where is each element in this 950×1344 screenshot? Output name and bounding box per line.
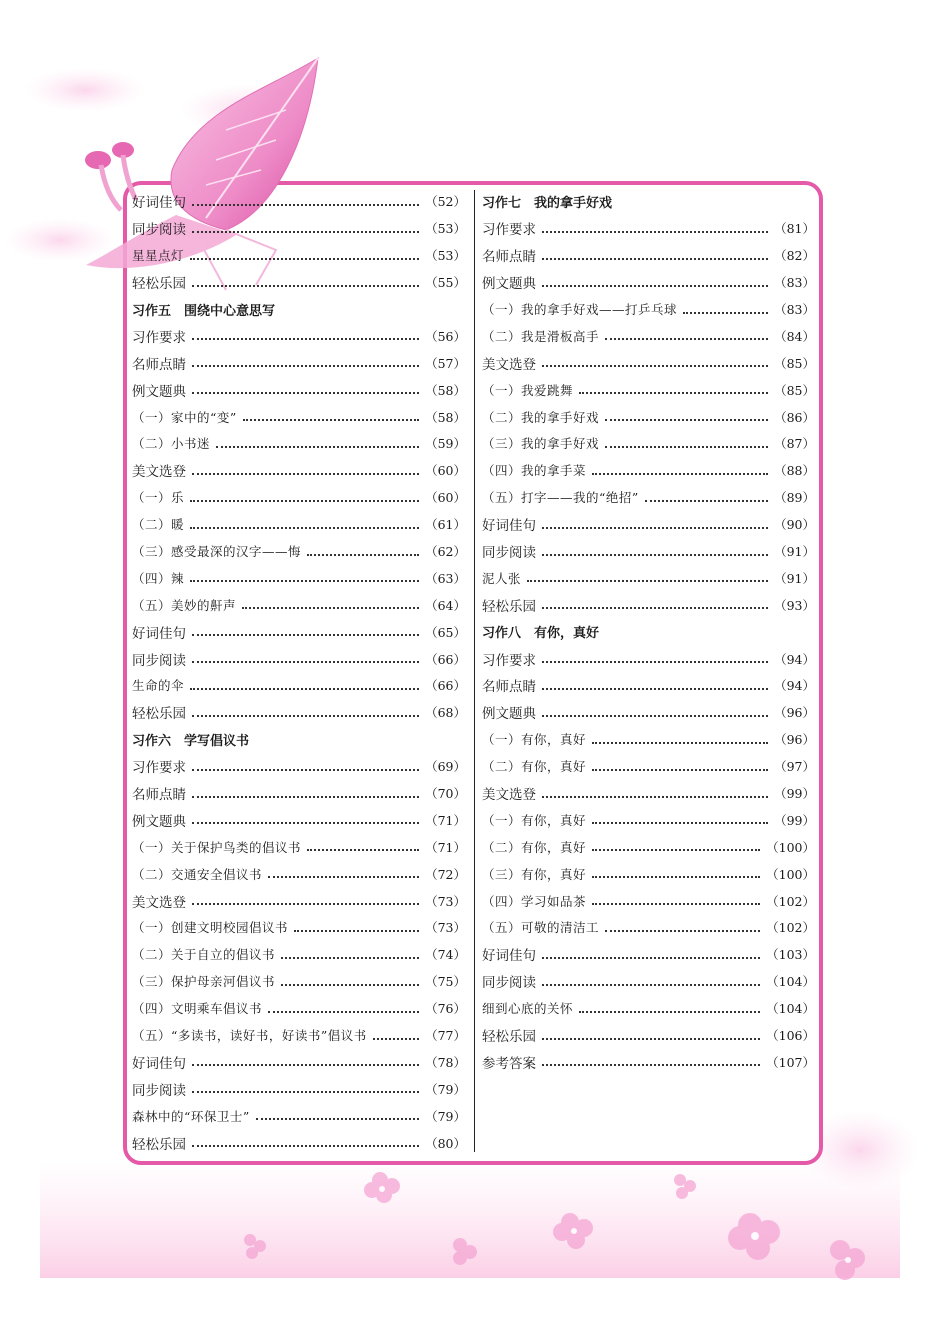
toc-page-number: （71） bbox=[425, 839, 466, 855]
toc-entry-title: 美文选登 bbox=[132, 894, 186, 911]
toc-page-number: （53） bbox=[425, 221, 466, 237]
dot-leader bbox=[192, 768, 419, 771]
toc-left-column bbox=[132, 188, 466, 1156]
toc-entry bbox=[482, 242, 815, 269]
toc-entry bbox=[482, 887, 815, 914]
dot-leader bbox=[192, 902, 419, 905]
toc-entry bbox=[132, 833, 466, 860]
toc-page-number: （88） bbox=[774, 463, 815, 479]
dot-leader bbox=[192, 714, 419, 717]
toc-entry bbox=[132, 887, 466, 914]
toc-entry-title: 轻松乐园 bbox=[482, 1029, 536, 1046]
toc-page-number: （53） bbox=[425, 248, 466, 264]
toc-entry-title: 美文选登 bbox=[132, 464, 186, 481]
toc-entry bbox=[482, 591, 815, 618]
column-divider bbox=[474, 190, 475, 1152]
dot-leader bbox=[605, 929, 760, 932]
toc-page-number: （74） bbox=[425, 947, 466, 963]
toc-entry bbox=[132, 780, 466, 807]
dot-leader bbox=[243, 418, 419, 421]
toc-entry-title: （一）家中的“变” bbox=[132, 409, 237, 425]
dot-leader bbox=[190, 526, 419, 529]
toc-page-number: （79） bbox=[425, 1081, 466, 1097]
toc-section-heading bbox=[482, 188, 815, 215]
toc-entry-title: 美文选登 bbox=[482, 356, 536, 373]
toc-page-number: （87） bbox=[774, 436, 815, 452]
toc-entry bbox=[482, 296, 815, 323]
toc-entry-title: 同步阅读 bbox=[132, 1082, 186, 1099]
toc-page-number: （83） bbox=[774, 302, 815, 317]
dot-leader bbox=[542, 284, 768, 287]
toc-page-number: （64） bbox=[425, 597, 466, 613]
toc-entry-title: （二）暖 bbox=[132, 517, 185, 533]
toc-page-number: （69） bbox=[425, 759, 466, 775]
toc-entry-title: 同步阅读 bbox=[482, 975, 536, 992]
toc-entry-title: （四）辣 bbox=[132, 570, 185, 586]
toc-entry bbox=[132, 968, 466, 995]
toc-page-number: （86） bbox=[774, 409, 815, 425]
dot-leader bbox=[542, 526, 768, 529]
toc-entry bbox=[482, 753, 815, 780]
toc-entry-title: 名师点睛 bbox=[482, 679, 536, 696]
toc-entry-title: 轻松乐园 bbox=[132, 706, 186, 723]
dot-leader bbox=[192, 1063, 419, 1066]
toc-page-number: （59） bbox=[425, 436, 466, 452]
toc-entry bbox=[132, 564, 466, 591]
dot-leader bbox=[542, 983, 760, 986]
toc-entry bbox=[132, 215, 466, 242]
dot-leader bbox=[542, 687, 768, 690]
dot-leader bbox=[645, 499, 768, 502]
dot-leader bbox=[592, 875, 760, 878]
dot-leader bbox=[542, 795, 768, 798]
toc-entry-title: 好词佳句 bbox=[482, 948, 536, 965]
toc-entry-title: 好词佳句 bbox=[482, 518, 536, 535]
toc-page-number: （85） bbox=[774, 382, 815, 398]
dot-leader bbox=[592, 902, 760, 905]
toc-page-number: （99） bbox=[774, 812, 815, 828]
dot-leader bbox=[605, 418, 768, 421]
toc-entry-title: （二）关于自立的倡议书 bbox=[132, 947, 276, 963]
dot-leader bbox=[192, 230, 419, 233]
toc-entry-title: （五）“多读书，读好书，好读书”倡议书 bbox=[132, 1028, 367, 1044]
toc-page-number: （99） bbox=[774, 786, 815, 802]
toc-page-number: （79） bbox=[425, 1108, 466, 1124]
toc-entry-title: 同步阅读 bbox=[482, 545, 536, 562]
toc-section-heading bbox=[132, 296, 466, 323]
toc-page-number: （80） bbox=[425, 1135, 466, 1151]
dot-leader bbox=[592, 821, 768, 824]
dot-leader bbox=[268, 1010, 419, 1013]
toc-entry-title: 参考答案 bbox=[482, 1055, 536, 1072]
toc-entry-title: （三）有你，真好 bbox=[482, 866, 587, 882]
toc-entry bbox=[482, 511, 815, 538]
toc-entry-title: 习作八 有你，真好 bbox=[482, 626, 600, 642]
toc-page-number: （60） bbox=[425, 490, 466, 506]
toc-page-number: （55） bbox=[425, 275, 466, 291]
toc-entry-title: 习作要求 bbox=[482, 652, 536, 669]
dot-leader bbox=[605, 337, 768, 340]
dot-leader bbox=[192, 203, 419, 206]
toc-page-number: （66） bbox=[425, 651, 466, 667]
toc-entry-title: 名师点睛 bbox=[132, 787, 186, 804]
toc-entry-title: （三）感受最深的汉字——悔 bbox=[132, 544, 302, 560]
toc-page-number: （58） bbox=[425, 409, 466, 425]
toc-entry bbox=[132, 941, 466, 968]
toc-page-number: （94） bbox=[774, 651, 815, 667]
toc-page-number: （77） bbox=[425, 1028, 466, 1044]
toc-entry bbox=[132, 860, 466, 887]
toc-page-number: （71） bbox=[425, 812, 466, 828]
toc-page-number: （62） bbox=[425, 544, 466, 560]
toc-entry bbox=[482, 564, 815, 591]
toc-entry-title: （二）我是滑板高手 bbox=[482, 328, 600, 344]
toc-entry-title: 泥人张 bbox=[482, 570, 522, 586]
toc-entry bbox=[482, 726, 815, 753]
toc-entry-title: 习作六 学写倡议书 bbox=[132, 733, 250, 749]
dot-leader bbox=[605, 445, 768, 448]
toc-page-number: （107） bbox=[766, 1054, 815, 1070]
toc-page-number: （104） bbox=[766, 1001, 815, 1017]
toc-entry bbox=[132, 242, 466, 269]
toc-entry-title: 习作七 我的拿手好戏 bbox=[482, 195, 613, 211]
toc-entry-title: （二）有你，真好 bbox=[482, 759, 587, 775]
toc-entry bbox=[482, 806, 815, 833]
toc-entry bbox=[132, 618, 466, 645]
toc-entry-title: （二）有你，真好 bbox=[482, 839, 587, 855]
toc-entry-title: 同步阅读 bbox=[132, 222, 186, 239]
toc-entry bbox=[132, 1075, 466, 1102]
toc-entry-title: 名师点睛 bbox=[132, 356, 186, 373]
toc-entry bbox=[132, 995, 466, 1022]
toc-entry bbox=[482, 968, 815, 995]
dot-leader bbox=[579, 391, 768, 394]
toc-entry-title: 习作要求 bbox=[482, 222, 536, 239]
dot-leader bbox=[542, 257, 768, 260]
dot-leader bbox=[281, 983, 419, 986]
toc-entry bbox=[482, 1049, 815, 1076]
dot-leader bbox=[242, 606, 419, 609]
toc-page-number: （85） bbox=[774, 355, 815, 371]
toc-entry-title: （二）交通安全倡议书 bbox=[132, 866, 263, 882]
toc-page-number: （57） bbox=[425, 355, 466, 371]
toc-page-number: （91） bbox=[774, 570, 815, 586]
toc-page-number: （106） bbox=[766, 1028, 815, 1044]
toc-page-number: （60） bbox=[425, 463, 466, 479]
toc-entry-title: 生命的伞 bbox=[132, 678, 185, 694]
toc-page-number: （81） bbox=[774, 221, 815, 237]
toc-entry-title: 好词佳句 bbox=[132, 625, 186, 642]
toc-entry bbox=[132, 269, 466, 296]
toc-entry-title: 名师点睛 bbox=[482, 249, 536, 266]
toc-page-number: （82） bbox=[774, 248, 815, 264]
toc-entry bbox=[482, 269, 815, 296]
toc-entry bbox=[132, 645, 466, 672]
dot-leader bbox=[190, 257, 419, 260]
toc-entry bbox=[482, 833, 815, 860]
dot-leader bbox=[542, 364, 768, 367]
toc-entry-title: 轻松乐园 bbox=[482, 598, 536, 615]
dot-leader bbox=[542, 606, 768, 609]
dot-leader bbox=[281, 956, 419, 959]
toc-entry bbox=[132, 403, 466, 430]
dot-leader bbox=[192, 821, 419, 824]
toc-entry-title: 例文题典 bbox=[482, 276, 536, 293]
toc-page-number: （104） bbox=[766, 974, 815, 990]
toc-page-number: （68） bbox=[425, 705, 466, 721]
toc-page-number: （58） bbox=[425, 382, 466, 398]
toc-entry bbox=[132, 349, 466, 376]
toc-entry-title: （一）关于保护鸟类的倡议书 bbox=[132, 839, 302, 855]
toc-entry bbox=[482, 322, 815, 349]
dot-leader bbox=[373, 1037, 419, 1040]
toc-entry bbox=[482, 1022, 815, 1049]
dot-leader bbox=[579, 1010, 760, 1013]
dot-leader bbox=[192, 633, 419, 636]
dot-leader bbox=[592, 472, 768, 475]
dot-leader bbox=[190, 579, 419, 582]
dot-leader bbox=[542, 660, 768, 663]
toc-entry bbox=[132, 376, 466, 403]
dot-leader bbox=[192, 795, 419, 798]
toc-entry bbox=[482, 403, 815, 430]
toc-entry bbox=[482, 995, 815, 1022]
toc-entry bbox=[132, 538, 466, 565]
dot-leader bbox=[216, 445, 419, 448]
toc-entry-title: 美文选登 bbox=[482, 787, 536, 804]
toc-page-number: （76） bbox=[425, 1001, 466, 1017]
toc-entry bbox=[482, 349, 815, 376]
toc-page-number: （93） bbox=[774, 597, 815, 613]
toc-entry-title: 轻松乐园 bbox=[132, 276, 186, 293]
toc-entry bbox=[482, 457, 815, 484]
toc-page-number: （84） bbox=[774, 328, 815, 344]
dot-leader bbox=[192, 337, 419, 340]
toc-entry bbox=[482, 215, 815, 242]
toc-entry bbox=[482, 430, 815, 457]
toc-page-number: （96） bbox=[774, 732, 815, 748]
dot-leader bbox=[192, 1144, 419, 1147]
toc-page-number: （100） bbox=[766, 839, 815, 855]
dot-leader bbox=[542, 1063, 760, 1066]
toc-page-number: （63） bbox=[425, 570, 466, 586]
toc-page-number: （73） bbox=[425, 920, 466, 936]
toc-entry-title: 习作要求 bbox=[132, 329, 186, 346]
toc-page-number: （83） bbox=[774, 275, 815, 291]
dot-leader bbox=[256, 1117, 419, 1120]
toc-page-number: （73） bbox=[425, 893, 466, 909]
toc-entry-title: 习作要求 bbox=[132, 760, 186, 777]
toc-entry-title: （三）保护母亲河倡议书 bbox=[132, 974, 276, 990]
dot-leader bbox=[592, 768, 768, 771]
toc-entry bbox=[132, 806, 466, 833]
toc-entry bbox=[482, 699, 815, 726]
toc-entry-title: （一）我的拿手好戏——打乒乓球 bbox=[482, 302, 678, 317]
toc-entry bbox=[132, 672, 466, 699]
dot-leader bbox=[192, 1090, 419, 1093]
toc-entry bbox=[482, 780, 815, 807]
dot-leader bbox=[192, 660, 419, 663]
toc-page-number: （66） bbox=[425, 678, 466, 694]
toc-entry bbox=[132, 322, 466, 349]
toc-entry-title: 例文题典 bbox=[482, 706, 536, 723]
toc-page-number: （89） bbox=[774, 490, 815, 506]
toc-page-number: （102） bbox=[766, 893, 815, 909]
toc-entry bbox=[132, 188, 466, 215]
toc-entry-title: （二）小书迷 bbox=[132, 436, 211, 452]
dot-leader bbox=[592, 741, 768, 744]
dot-leader bbox=[307, 848, 419, 851]
toc-page-number: （102） bbox=[766, 920, 815, 936]
toc-page-number: （52） bbox=[425, 194, 466, 210]
toc-page-number: （56） bbox=[425, 328, 466, 344]
dot-leader bbox=[192, 391, 419, 394]
toc-page-number: （100） bbox=[766, 866, 815, 882]
toc-entry bbox=[132, 484, 466, 511]
dot-leader bbox=[307, 553, 419, 556]
toc-entry-title: （一）有你，真好 bbox=[482, 812, 587, 828]
dot-leader bbox=[592, 848, 760, 851]
toc-entry-title: 习作五 围绕中心意思写 bbox=[132, 303, 276, 319]
dot-leader bbox=[542, 230, 768, 233]
toc-entry-title: 同步阅读 bbox=[132, 652, 186, 669]
toc-entry-title: （五）美妙的鼾声 bbox=[132, 597, 237, 613]
dot-leader bbox=[542, 714, 768, 717]
toc-entry-title: 好词佳句 bbox=[132, 195, 186, 212]
toc-entry-title: 例文题典 bbox=[132, 813, 186, 830]
toc-page-number: （103） bbox=[766, 947, 815, 963]
toc-entry bbox=[132, 1129, 466, 1156]
toc-section-heading bbox=[132, 726, 466, 753]
toc-entry bbox=[132, 591, 466, 618]
toc-entry bbox=[482, 914, 815, 941]
toc-entry bbox=[132, 1102, 466, 1129]
toc-entry-title: （四）文明乘车倡议书 bbox=[132, 1001, 263, 1017]
dot-leader bbox=[542, 553, 768, 556]
toc-entry bbox=[482, 645, 815, 672]
toc-page-number: （97） bbox=[774, 759, 815, 775]
dot-leader bbox=[527, 579, 768, 582]
toc-entry-title: （一）有你，真好 bbox=[482, 732, 587, 748]
toc-entry bbox=[132, 699, 466, 726]
toc-entry bbox=[482, 484, 815, 511]
toc-entry-title: （一）我爱跳舞 bbox=[482, 382, 574, 398]
toc-entry-title: （四）学习如品茶 bbox=[482, 893, 587, 909]
dot-leader bbox=[683, 311, 768, 314]
toc-entry-title: 细到心底的关怀 bbox=[482, 1001, 574, 1017]
dot-leader bbox=[542, 956, 760, 959]
toc-entry bbox=[132, 1049, 466, 1076]
toc-page-number: （70） bbox=[425, 786, 466, 802]
toc-page-number: （91） bbox=[774, 544, 815, 560]
dot-leader bbox=[190, 499, 419, 502]
toc-entry-title: 例文题典 bbox=[132, 383, 186, 400]
dot-leader bbox=[192, 472, 419, 475]
toc-section-heading bbox=[482, 618, 815, 645]
toc-page-number: （90） bbox=[774, 517, 815, 533]
toc-entry bbox=[132, 914, 466, 941]
toc-entry-title: 轻松乐园 bbox=[132, 1136, 186, 1153]
toc-entry-title: （一）创建文明校园倡议书 bbox=[132, 920, 289, 936]
toc-page-number: （61） bbox=[425, 517, 466, 533]
toc-page-number: （72） bbox=[425, 866, 466, 882]
toc-entry-title: 好词佳句 bbox=[132, 1055, 186, 1072]
toc-entry-title: （五）可敬的清洁工 bbox=[482, 920, 600, 936]
dot-leader bbox=[192, 364, 419, 367]
toc-entry-title: （四）我的拿手菜 bbox=[482, 463, 587, 479]
toc-entry-title: （三）我的拿手好戏 bbox=[482, 436, 600, 452]
toc-entry bbox=[482, 538, 815, 565]
toc-page-number: （65） bbox=[425, 624, 466, 640]
toc-entry-title: （二）我的拿手好戏 bbox=[482, 409, 600, 425]
toc-page-number: （94） bbox=[774, 678, 815, 694]
dot-leader bbox=[268, 875, 419, 878]
toc-entry-title: （一）乐 bbox=[132, 490, 185, 506]
dot-leader bbox=[192, 284, 419, 287]
toc-entry bbox=[482, 672, 815, 699]
toc-entry bbox=[482, 941, 815, 968]
toc-entry bbox=[482, 376, 815, 403]
toc-entry-title: 星星点灯 bbox=[132, 248, 185, 264]
dot-leader bbox=[542, 1037, 760, 1040]
toc-entry-title: （五）打字——我的“绝招” bbox=[482, 490, 639, 506]
toc-right-column bbox=[482, 188, 815, 1075]
toc-entry bbox=[482, 860, 815, 887]
toc-entry bbox=[132, 457, 466, 484]
toc-entry bbox=[132, 1022, 466, 1049]
toc-entry bbox=[132, 753, 466, 780]
dot-leader bbox=[190, 687, 419, 690]
toc-entry bbox=[132, 511, 466, 538]
toc-page-number: （78） bbox=[425, 1054, 466, 1070]
toc-page-number: （75） bbox=[425, 974, 466, 990]
dot-leader bbox=[294, 929, 419, 932]
toc-page-number: （96） bbox=[774, 705, 815, 721]
toc-entry-title: 森林中的“环保卫士” bbox=[132, 1108, 250, 1124]
toc-entry bbox=[132, 430, 466, 457]
